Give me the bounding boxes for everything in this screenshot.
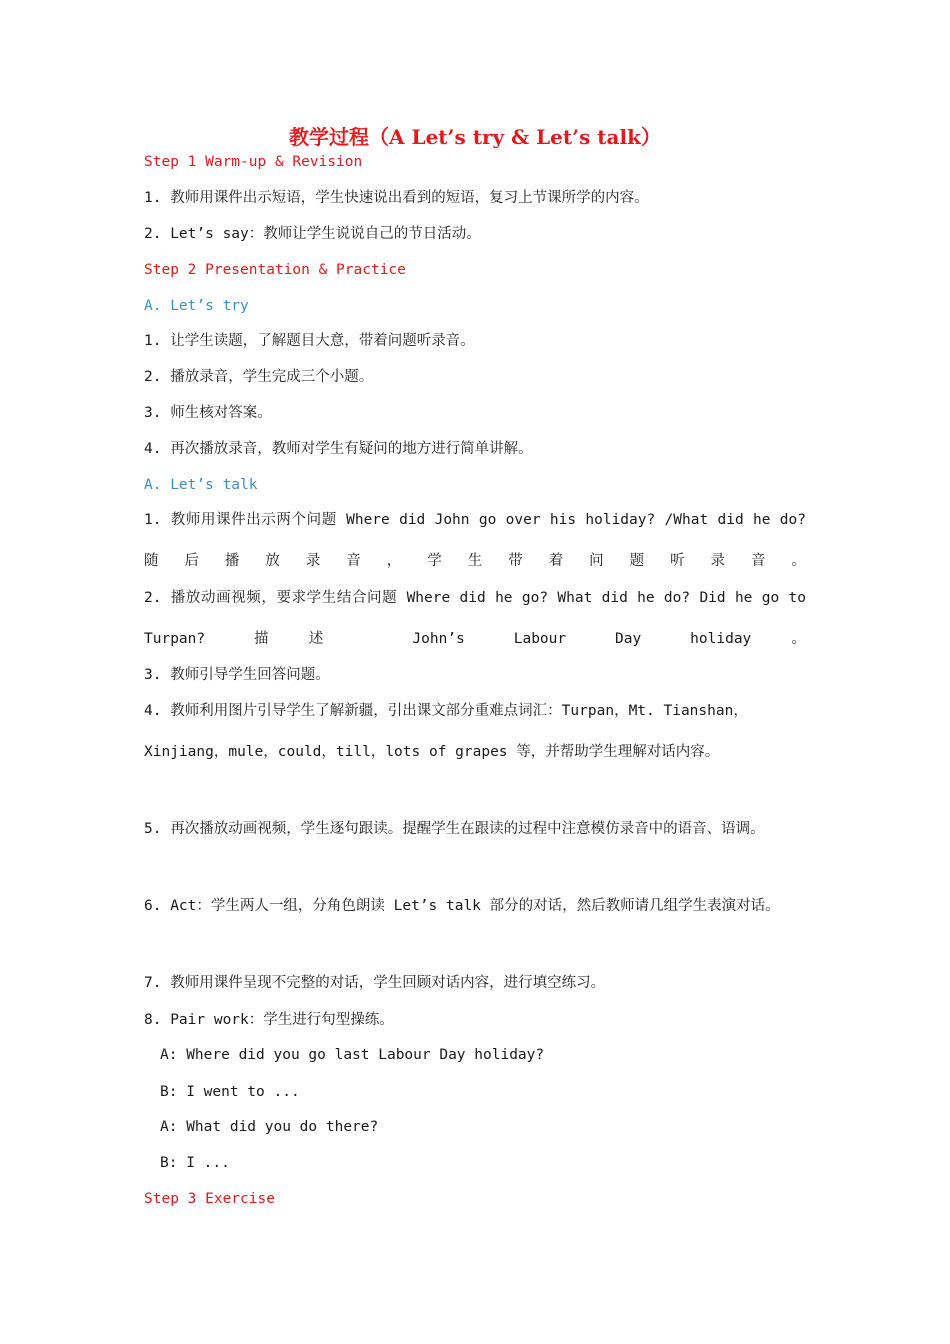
step2-heading: Step 2 Presentation & Practice (144, 262, 406, 278)
step3-heading: Step 3 Exercise (144, 1191, 275, 1207)
dialogue-line-3: A: What did you do there? (160, 1119, 379, 1135)
talk-item-5: 5. 再次播放动画视频，学生逐句跟读。提醒学生在跟读的过程中注意模仿录音中的语音、语调。 (144, 821, 765, 837)
dialogue-line-1: A: Where did you go last Labour Day holiday? (160, 1047, 545, 1063)
talk-item-2: 2. 播放动画视频，要求学生结合问题 Where did he go? What did he do? Did he go to Turpan? 描述 John’s Labour Day holiday。 (144, 590, 806, 647)
lets-talk-heading: A. Let’s talk (144, 477, 258, 493)
step1-item-2: 2. Let’s say：教师让学生说说自己的节日活动。 (144, 226, 481, 242)
try-item-3: 3. 师生核对答案。 (144, 405, 272, 421)
talk-item-3: 3. 教师引导学生回答问题。 (144, 667, 330, 683)
talk-item-8: 8. Pair work：学生进行句型操练。 (144, 1012, 394, 1028)
lets-try-heading: A. Let’s try (144, 298, 249, 314)
talk-item-7: 7. 教师用课件呈现不完整的对话，学生回顾对话内容，进行填空练习。 (144, 975, 606, 991)
dialogue-line-2: B: I went to ... (160, 1084, 300, 1100)
try-item-1: 1. 让学生读题，了解题目大意，带着问题听录音。 (144, 333, 475, 349)
talk-item-1: 1. 教师用课件出示两个问题 Where did John go over his holiday? /What did he do? 随后播放录音，学生带着问题听录音。 (144, 512, 806, 569)
talk-item-6: 6. Act：学生两人一组，分角色朗读 Let’s talk 部分的对话，然后教师请几组学生表演对话。 (144, 898, 780, 914)
page-title: 教学过程（A Let’s try & Let’s talk） (289, 125, 661, 149)
dialogue-line-4: B: I ... (160, 1155, 230, 1171)
step1-heading: Step 1 Warm-up & Revision (144, 154, 363, 170)
try-item-2: 2. 播放录音，学生完成三个小题。 (144, 369, 374, 385)
try-item-4: 4. 再次播放录音，教师对学生有疑问的地方进行简单讲解。 (144, 441, 533, 457)
step1-item-1: 1. 教师用课件出示短语，学生快速说出看到的短语，复习上节课所学的内容。 (144, 190, 649, 206)
talk-item-4: 4. 教师利用图片引导学生了解新疆，引出课文部分重难点词汇：Turpan，Mt. Tianshan，Xinjiang，mule，could，till，lots of grapes 等，并帮助学生理解对话内容。 (144, 703, 748, 760)
